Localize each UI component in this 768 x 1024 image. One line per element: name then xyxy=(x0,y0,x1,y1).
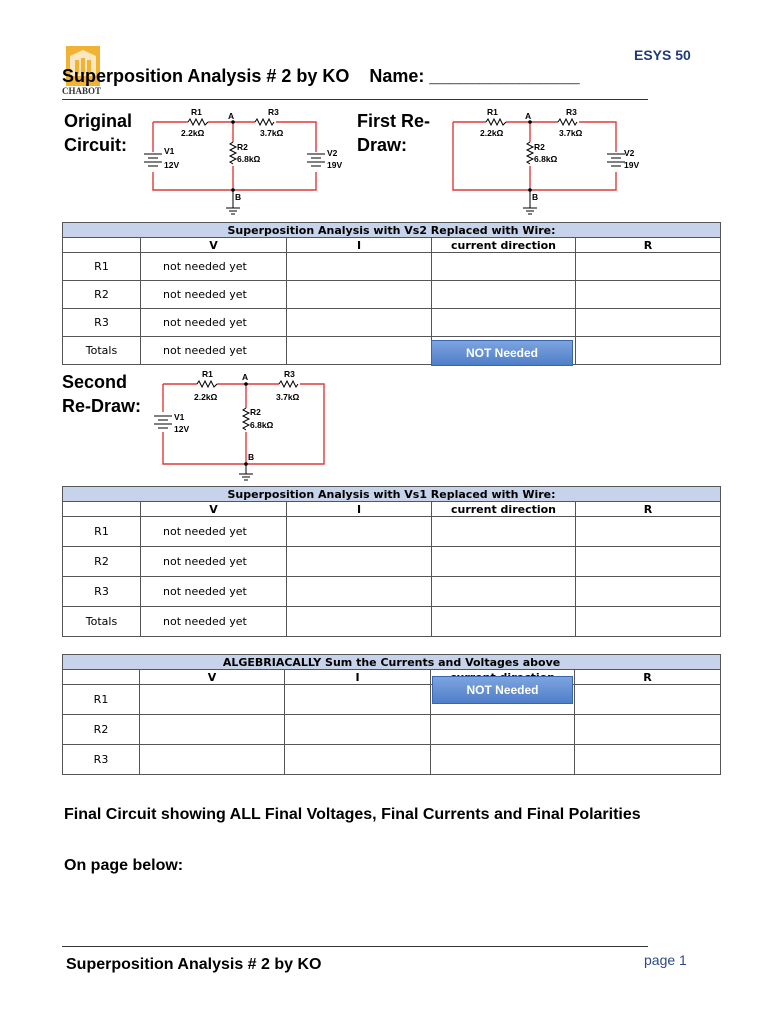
table-row xyxy=(63,547,721,577)
cell-i[interactable] xyxy=(285,715,431,745)
page-number: page 1 xyxy=(644,952,687,968)
r3-value: 3.7kΩ xyxy=(276,392,300,402)
final-circuit-instruction: Final Circuit showing ALL Final Voltages, Final Currents and Final Polarities xyxy=(64,806,641,823)
v1-value: 12V xyxy=(164,160,180,170)
row-label: R1 xyxy=(63,685,140,715)
cell-v: not needed yet xyxy=(141,517,287,547)
cell-i[interactable] xyxy=(285,745,431,775)
cell-r[interactable] xyxy=(576,577,721,607)
not-needed-badge: NOT Needed xyxy=(432,676,573,704)
col-header-r: R xyxy=(575,670,721,685)
v1-value: 12V xyxy=(174,424,190,434)
col-header-r: R xyxy=(576,502,721,517)
cell-v[interactable] xyxy=(140,685,285,715)
cell-v: not needed yet xyxy=(141,607,287,637)
cell-direction[interactable] xyxy=(432,253,576,281)
footer-title: Superposition Analysis # 2 by KO xyxy=(66,956,322,973)
node-b-label: B xyxy=(235,192,242,202)
footer-divider xyxy=(62,946,648,947)
v2-label: V2 xyxy=(327,148,338,158)
cell-r[interactable] xyxy=(575,685,721,715)
cell-r[interactable] xyxy=(576,517,721,547)
col-header-i: I xyxy=(287,502,432,517)
row-label: Totals xyxy=(63,607,141,637)
table-caption: Superposition Analysis with Vs2 Replaced with Wire: xyxy=(63,223,721,238)
v1-label: V1 xyxy=(174,412,185,422)
cell-r[interactable] xyxy=(576,337,721,365)
cell-i[interactable] xyxy=(287,547,432,577)
r2-label: R2 xyxy=(237,142,248,152)
table-vs2-replaced xyxy=(62,222,721,365)
col-header-current-direction: current direction xyxy=(432,502,576,517)
first-redraw-circuit-diagram xyxy=(440,104,650,220)
cell-direction[interactable] xyxy=(432,607,576,637)
col-header-blank xyxy=(63,670,140,685)
cell-v: not needed yet xyxy=(141,309,287,337)
col-header-i: I xyxy=(285,670,431,685)
col-header-v: V xyxy=(141,238,287,253)
node-b-label: B xyxy=(532,192,539,202)
cell-i[interactable] xyxy=(287,281,432,309)
v2-value: 19V xyxy=(327,160,343,170)
v2-label: V2 xyxy=(624,148,635,158)
table-row xyxy=(63,309,721,337)
cell-i[interactable] xyxy=(285,685,431,715)
r1-label: R1 xyxy=(202,369,213,379)
r2-value: 6.8kΩ xyxy=(250,420,274,430)
cell-v: not needed yet xyxy=(141,253,287,281)
cell-v: not needed yet xyxy=(141,337,287,365)
r3-label: R3 xyxy=(268,107,279,117)
row-label: Totals xyxy=(63,337,141,365)
r2-value: 6.8kΩ xyxy=(534,154,558,164)
v1-label: V1 xyxy=(164,146,175,156)
table-algebraic-sum xyxy=(62,654,721,775)
cell-i[interactable] xyxy=(287,337,432,365)
table-row xyxy=(63,745,721,775)
row-label: R2 xyxy=(63,547,141,577)
cell-r[interactable] xyxy=(576,309,721,337)
r3-value: 3.7kΩ xyxy=(559,128,583,138)
r1-value: 2.2kΩ xyxy=(480,128,504,138)
col-header-blank xyxy=(63,502,141,517)
col-header-v: V xyxy=(140,670,285,685)
page-title: Superposition Analysis # 2 by KO Name: _______________ xyxy=(62,66,580,86)
course-code: ESYS 50 xyxy=(634,47,691,63)
table-row xyxy=(63,577,721,607)
logo-text: CHABOT xyxy=(62,86,102,96)
row-label: R1 xyxy=(63,517,141,547)
cell-v[interactable] xyxy=(140,745,285,775)
table-row xyxy=(63,337,721,365)
header-divider xyxy=(62,99,648,100)
cell-v[interactable] xyxy=(140,715,285,745)
cell-i[interactable] xyxy=(287,517,432,547)
node-a-label: A xyxy=(242,372,249,382)
cell-r[interactable] xyxy=(575,715,721,745)
cell-r[interactable] xyxy=(576,281,721,309)
col-header-v: V xyxy=(141,502,287,517)
cell-r[interactable] xyxy=(575,745,721,775)
r3-label: R3 xyxy=(284,369,295,379)
col-header-blank xyxy=(63,238,141,253)
r2-label: R2 xyxy=(250,407,261,417)
cell-i[interactable] xyxy=(287,577,432,607)
table-row xyxy=(63,281,721,309)
col-header-i: I xyxy=(287,238,432,253)
second-redraw-circuit-diagram xyxy=(150,366,350,482)
node-b-label: B xyxy=(248,452,255,462)
cell-v: not needed yet xyxy=(141,281,287,309)
r2-value: 6.8kΩ xyxy=(237,154,261,164)
r1-label: R1 xyxy=(191,107,202,117)
cell-direction[interactable] xyxy=(432,577,576,607)
row-label: R3 xyxy=(63,577,141,607)
table-vs1-replaced xyxy=(62,486,721,637)
row-label: R2 xyxy=(63,715,140,745)
table-row xyxy=(63,517,721,547)
r1-value: 2.2kΩ xyxy=(194,392,218,402)
col-header-r: R xyxy=(576,238,721,253)
cell-direction[interactable] xyxy=(432,309,576,337)
on-page-below-text: On page below: xyxy=(64,857,184,874)
table-row xyxy=(63,253,721,281)
label-second-redraw: Second Re-Draw: xyxy=(62,372,142,416)
cell-v: not needed yet xyxy=(141,577,287,607)
cell-direction[interactable] xyxy=(432,281,576,309)
cell-direction[interactable] xyxy=(431,745,575,775)
cell-i[interactable] xyxy=(287,309,432,337)
table-caption: Superposition Analysis with Vs1 Replaced with Wire: xyxy=(63,487,721,502)
node-a-label: A xyxy=(228,111,235,121)
row-label: R3 xyxy=(63,309,141,337)
node-a-label: A xyxy=(525,111,532,121)
not-needed-badge: NOT Needed xyxy=(431,340,573,366)
table-caption: ALGEBRIACALLY Sum the Currents and Voltages above xyxy=(63,655,721,670)
cell-r[interactable] xyxy=(576,253,721,281)
r3-label: R3 xyxy=(566,107,577,117)
r1-value: 2.2kΩ xyxy=(181,128,205,138)
cell-r[interactable] xyxy=(576,547,721,577)
v2-value: 19V xyxy=(624,160,640,170)
r2-label: R2 xyxy=(534,142,545,152)
cell-direction[interactable] xyxy=(432,517,576,547)
original-circuit-diagram xyxy=(140,104,350,220)
row-label: R3 xyxy=(63,745,140,775)
r1-label: R1 xyxy=(487,107,498,117)
cell-i[interactable] xyxy=(287,253,432,281)
cell-direction[interactable] xyxy=(431,715,575,745)
cell-direction[interactable] xyxy=(432,547,576,577)
table-row xyxy=(63,607,721,637)
col-header-current-direction: current direction xyxy=(432,238,576,253)
table-row xyxy=(63,685,721,715)
label-first-redraw: First Re-Draw: xyxy=(357,111,431,155)
row-label: R2 xyxy=(63,281,141,309)
cell-i[interactable] xyxy=(287,607,432,637)
label-original-circuit: Original Circuit: xyxy=(64,111,133,155)
cell-v: not needed yet xyxy=(141,547,287,577)
row-label: R1 xyxy=(63,253,141,281)
r3-value: 3.7kΩ xyxy=(260,128,284,138)
cell-r[interactable] xyxy=(576,607,721,637)
table-row xyxy=(63,715,721,745)
